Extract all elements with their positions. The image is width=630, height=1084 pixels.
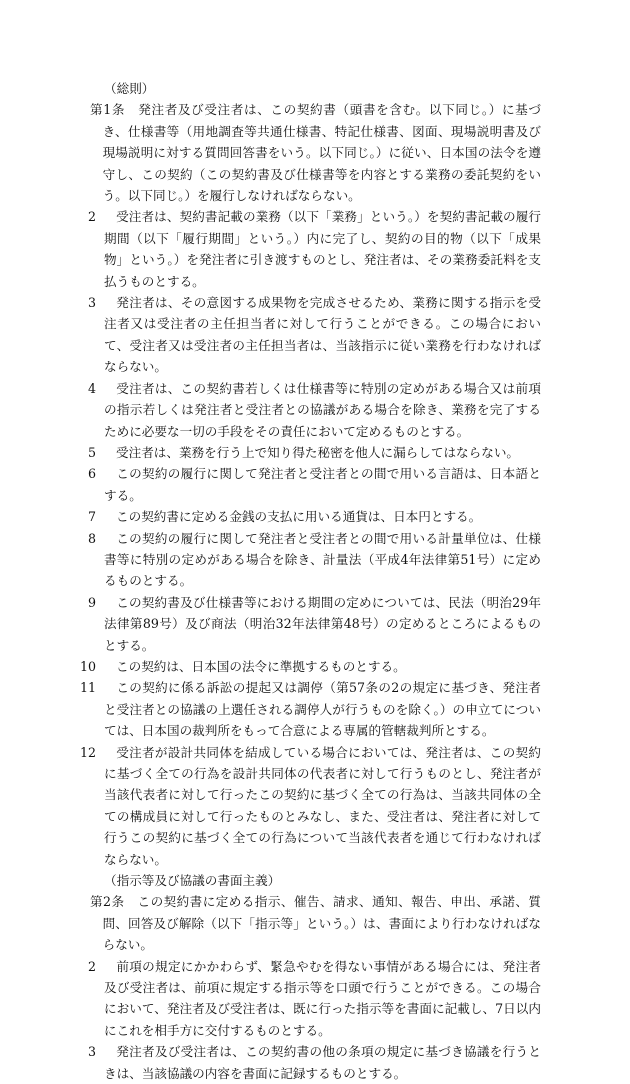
article-2-paragraph-3 xyxy=(87,1041,541,1084)
article-2 xyxy=(90,891,541,955)
article-1-paragraph-text: この契約書に定める金銭の支払に用いる通貨は、日本円とする。 xyxy=(116,509,482,525)
article-1-paragraph-10 xyxy=(79,656,541,677)
article-1-paragraph-6 xyxy=(87,463,541,506)
article-1-paragraph-number: 2 xyxy=(87,209,96,225)
article-1-paragraph-11 xyxy=(79,677,541,741)
article-1-paragraph-9 xyxy=(87,592,541,656)
article-2-paragraph-number: 3 xyxy=(87,1044,96,1060)
article-1-paragraph-number: 6 xyxy=(87,466,96,482)
article-1-paragraph-text: 受注者が設計共同体を結成している場合においては、発注者は、この契約に基づく全ての行為を設計共同体の代表者に対して行うものとし、発注者が当該代表者に対して行ったこの契約に基づく全ての行為は、当該共同体の全ての構成員に対して行ったものとみなし、また、受注者は、発注者に対して行うこの契約に基づく全ての行為について当該代表者を通じて行わなければならない。 xyxy=(104,744,541,867)
article-1-paragraph-2 xyxy=(87,206,541,292)
article-1-text: 発注者及び受注者は、この契約書（頭書を含む。以下同じ。）に基づき、仕様書等（用地調査等共通仕様書、特記仕様書、図面、現場説明書及び現場説明に対する質問回答書をいう。以下同じ。）に従い、日本国の法令を遵守し、この契約（この契約書及び仕様書等を内容とする業務の委託契約をいう。以下同じ。）を履行しなければならない。 xyxy=(102,102,541,204)
article-1-paragraph-text: この契約書及び仕様書等における期間の定めについては、民法（明治29年法律第89号）及び商法（明治32年法律第48号）の定めるところによるものとする。 xyxy=(104,594,541,653)
article-1-paragraphs xyxy=(79,206,541,870)
article-1-paragraph-number: 7 xyxy=(87,509,96,525)
article-1-paragraph-number: 8 xyxy=(87,530,96,546)
article-1-paragraph-12 xyxy=(79,742,541,870)
article-1-paragraph-number: 12 xyxy=(79,744,96,760)
article-1-paragraph-4 xyxy=(87,378,541,442)
article-1-paragraph-text: この契約の履行に関して発注者と受注者との間で用いる言語は、日本語とする。 xyxy=(104,466,541,503)
article-1-paragraph-text: この契約の履行に関して発注者と受注者との間で用いる計量単位は、仕様書等に特別の定めがある場合を除き、計量法（平成4年法律第51号）に定めるものとする。 xyxy=(104,530,541,589)
article-1-paragraph-text: 受注者は、この契約書若しくは仕様書等に特別の定めがある場合又は前項の指示若しくは発注者と受注者との協議がある場合を除き、業務を完了するために必要な一切の手段をその責任において定めるものとする。 xyxy=(104,380,541,439)
article-1-paragraph-3 xyxy=(87,292,541,378)
article-2-paragraphs xyxy=(87,956,541,1084)
article-1-paragraph-text: 受注者は、契約書記載の業務（以下「業務」という。）を契約書記載の履行期間（以下「履行期間」という。）内に完了し、契約の目的物（以下「成果物」という。）を発注者に引き渡すものとし、発注者は、その業務委託料を支払うものとする。 xyxy=(104,209,541,289)
article-1-paragraph-number: 9 xyxy=(87,594,96,610)
article-2-text: この契約書に定める指示、催告、請求、通知、報告、申出、承諾、質問、回答及び解除（以下「指示等」という。）は、書面により行わなければならない。 xyxy=(102,894,542,953)
article-1-paragraph-8 xyxy=(87,528,541,592)
article-2-number: 第2条 xyxy=(90,894,125,910)
heading-general-provisions: （総則） xyxy=(104,81,155,96)
article-2-paragraph-number: 2 xyxy=(87,958,96,974)
article-2-paragraph-text: 前項の規定にかかわらず、緊急やむを得ない事情がある場合には、発注者及び受注者は、前項に規定する指示等を口頭で行うことができる。この場合において、発注者及び受注者は、既に行った指示等を書面に記載し、7日以内にこれを相手方に交付するものとする。 xyxy=(104,958,541,1038)
article-1-paragraph-5 xyxy=(87,442,541,463)
article-1-paragraph-text: 受注者は、業務を行う上で知り得た秘密を他人に漏らしてはならない。 xyxy=(116,444,519,460)
article-1-paragraph-number: 10 xyxy=(79,658,96,674)
article-1-paragraph-number: 5 xyxy=(87,444,96,460)
article-1-paragraph-number: 3 xyxy=(87,295,96,311)
heading-written-instructions: （指示等及び協議の書面主義） xyxy=(104,873,281,889)
article-1 xyxy=(90,99,541,206)
article-2-paragraph-text: 発注者及び受注者は、この契約書の他の条項の規定に基づき協議を行うときは、当該協議の内容を書面に記録するものとする。 xyxy=(104,1044,541,1081)
article-2-paragraph-2 xyxy=(87,956,541,1042)
article-1-paragraph-number: 11 xyxy=(79,680,96,696)
article-1-paragraph-7 xyxy=(87,506,541,527)
article-1-paragraph-text: この契約に係る訴訟の提起又は調停（第57条の2の規定に基づき、発注者と受注者との協議の上選任される調停人が行うものを除く。）の申立てについては、日本国の裁判所をもって合意による専属的管轄裁判所とする。 xyxy=(104,680,541,739)
article-1-paragraph-text: この契約は、日本国の法令に準拠するものとする。 xyxy=(116,658,406,674)
article-1-paragraph-text: 発注者は、その意図する成果物を完成させるため、業務に関する指示を受注者又は受注者の主任担当者に対して行うことができる。この場合において、受注者又は受注者の主任担当者は、当該指示に従い業務を行わなければならない。 xyxy=(104,295,541,375)
article-1-paragraph-number: 4 xyxy=(87,380,96,396)
article-1-number: 第1条 xyxy=(90,102,126,118)
